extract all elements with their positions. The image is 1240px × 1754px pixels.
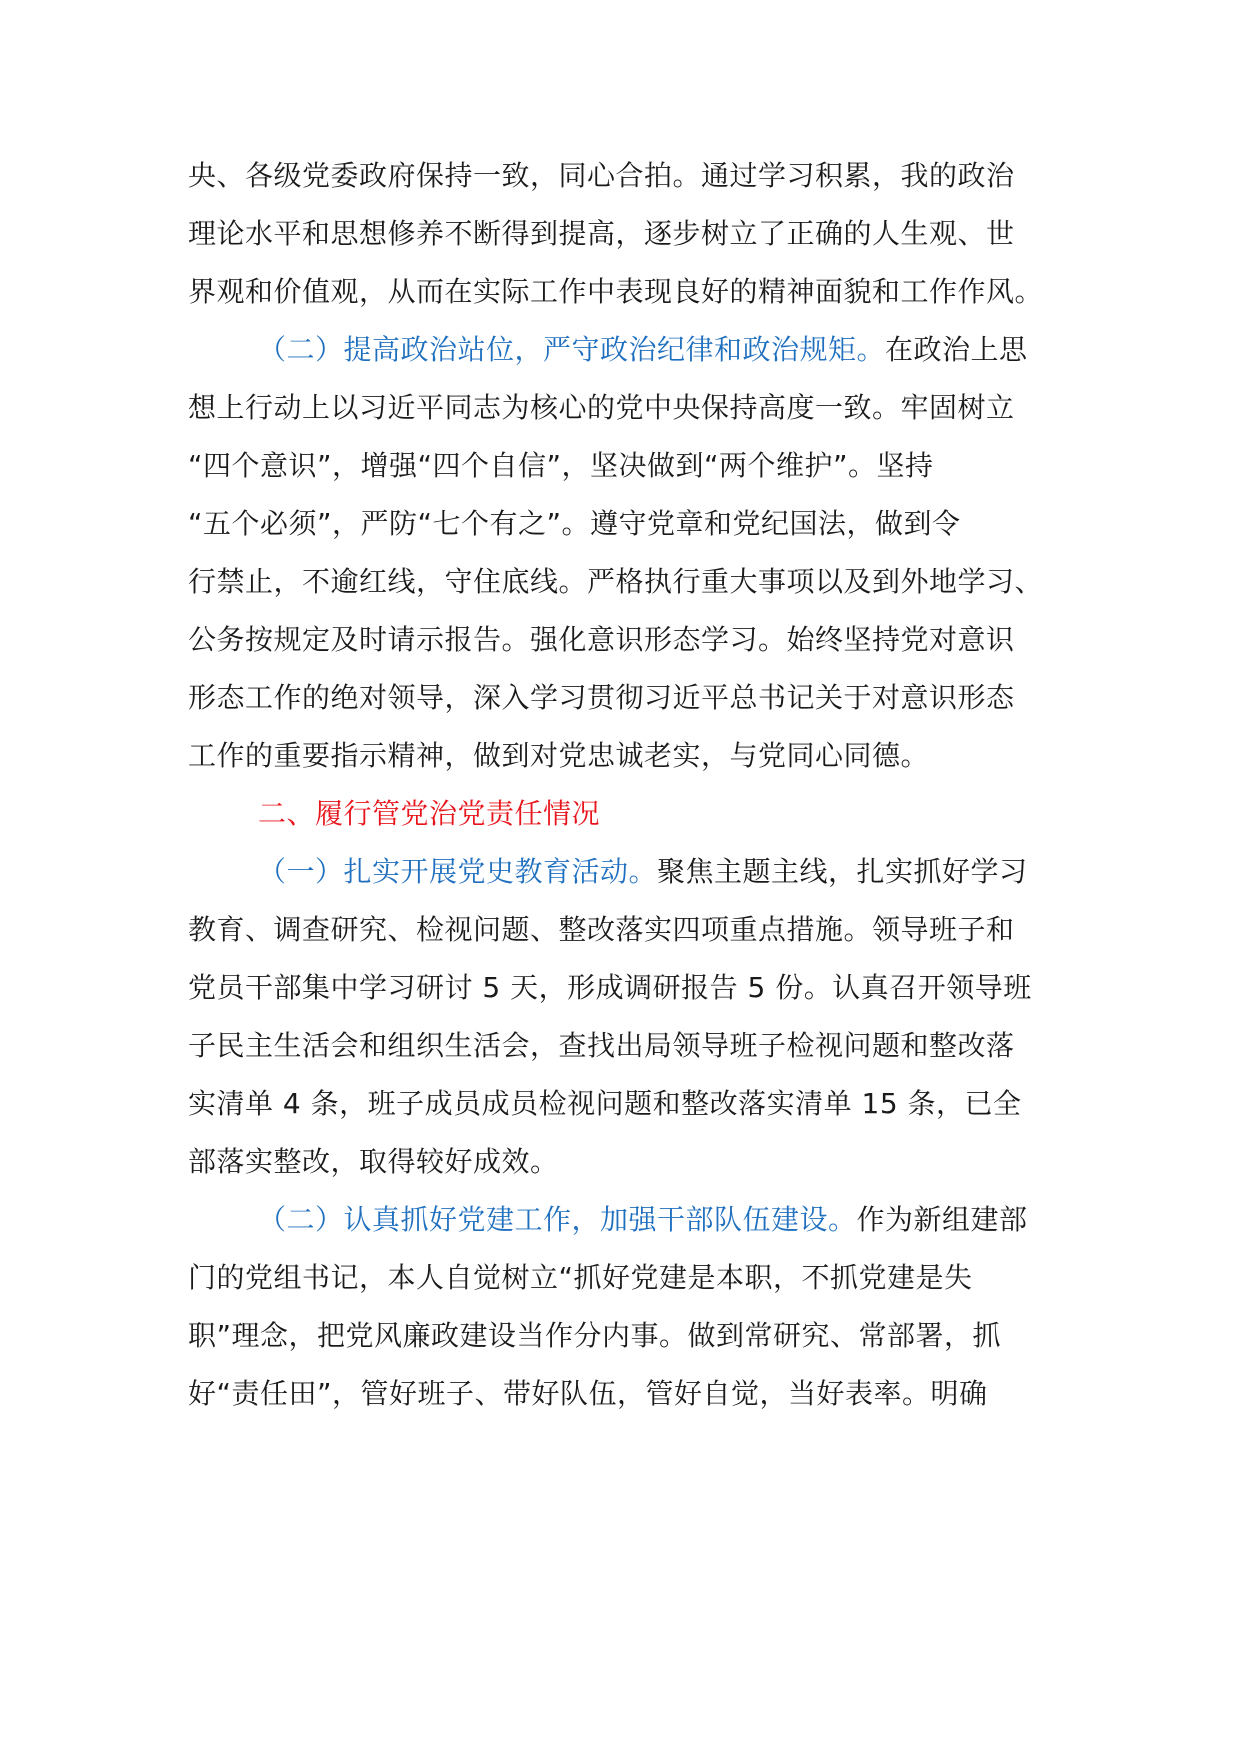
paragraph-first-line bbox=[258, 1198, 1138, 1242]
paragraph-line: 行禁止，不逾红线，守住底线。严格执行重大事项以及到外地学习、 bbox=[188, 565, 1044, 598]
paragraph-line: “四个意识”，增强“四个自信”，坚决做到“两个维护”。坚持 bbox=[188, 449, 934, 482]
paragraph-line: 公务按规定及时请示报告。强化意识形态学习。始终坚持党对意识 bbox=[188, 623, 1015, 656]
paragraph-text: 聚焦主题主线，扎实抓好学习 bbox=[657, 855, 1028, 888]
paragraph-line: 界观和价值观，从而在实际工作中表现良好的精神面貌和工作作风。 bbox=[188, 275, 1044, 308]
subheading: （二）提高政治站位，严守政治纪律和政治规矩。 bbox=[258, 333, 886, 366]
paragraph-first-line bbox=[258, 328, 1138, 372]
paragraph-first-line bbox=[258, 850, 1138, 894]
paragraph-line: 好“责任田”，管好班子、带好队伍，管好自觉，当好表率。明确 bbox=[188, 1377, 988, 1410]
subheading: （一）扎实开展党史教育活动。 bbox=[258, 855, 658, 888]
paragraph-line: 想上行动上以习近平同志为核心的党中央保持高度一致。牢固树立 bbox=[188, 391, 1015, 424]
paragraph-text: 作为新组建部 bbox=[856, 1203, 1028, 1236]
paragraph-line: 理论水平和思想修养不断得到提高，逐步树立了正确的人生观、世 bbox=[188, 217, 1015, 250]
paragraph-line: 党员干部集中学习研讨 5 天，形成调研报告 5 份。认真召开领导班 bbox=[188, 971, 1032, 1004]
paragraph-line: 央、各级党委政府保持一致，同心合拍。通过学习积累，我的政治 bbox=[188, 159, 1015, 192]
subheading: （二）认真抓好党建工作，加强干部队伍建设。 bbox=[258, 1203, 857, 1236]
paragraph-text: 在政治上思 bbox=[885, 333, 1028, 366]
paragraph-line: 教育、调查研究、检视问题、整改落实四项重点措施。领导班子和 bbox=[188, 913, 1015, 946]
paragraph-line: 职”理念，把党风廉政建设当作分内事。做到常研究、常部署，抓 bbox=[188, 1319, 1002, 1352]
paragraph-line: 子民主生活会和组织生活会，查找出局领导班子检视问题和整改落 bbox=[188, 1029, 1015, 1062]
paragraph-line: 工作的重要指示精神，做到对党忠诚老实，与党同心同德。 bbox=[188, 739, 930, 772]
paragraph-line: “五个必须”，严防“七个有之”。遵守党章和党纪国法，做到令 bbox=[188, 507, 961, 540]
paragraph-line: 实清单 4 条，班子成员成员检视问题和整改落实清单 15 条，已全 bbox=[188, 1087, 1022, 1120]
paragraph-line: 门的党组书记，本人自觉树立“抓好党建是本职，不抓党建是失 bbox=[188, 1261, 973, 1294]
section-heading: 二、履行管党治党责任情况 bbox=[258, 797, 601, 830]
paragraph-line: 形态工作的绝对领导，深入学习贯彻习近平总书记关于对意识形态 bbox=[188, 681, 1015, 714]
paragraph-line: 部落实整改，取得较好成效。 bbox=[188, 1145, 559, 1178]
